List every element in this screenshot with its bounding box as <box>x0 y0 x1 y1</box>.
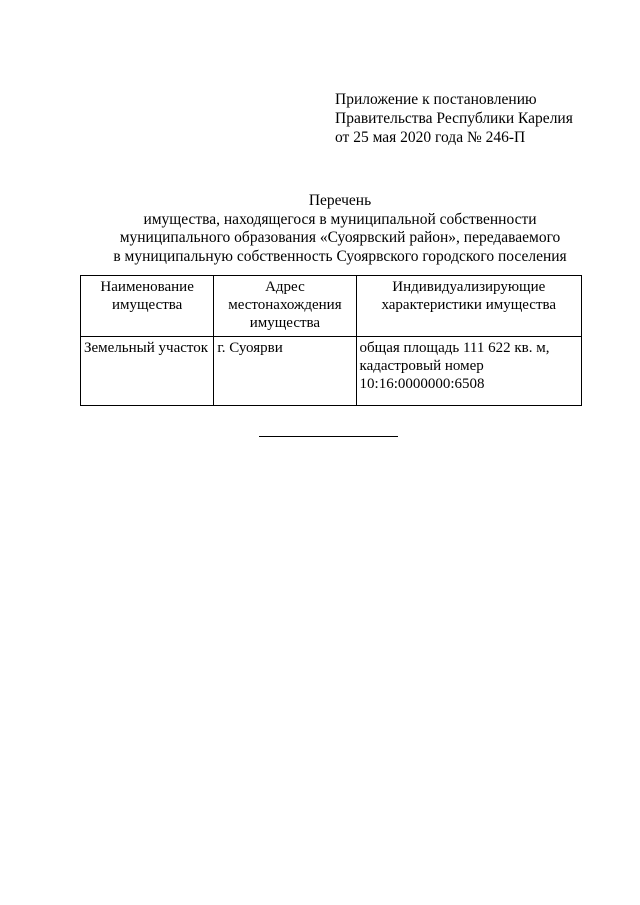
table-header-row <box>81 276 582 337</box>
property-table <box>80 275 582 406</box>
appendix-line: от 25 мая 2020 года № 246-П <box>335 129 526 146</box>
header-property-name: Наименование имущества <box>81 276 214 337</box>
document-title <box>60 192 620 266</box>
end-divider-line <box>259 436 398 437</box>
table-row <box>81 337 582 406</box>
title-line: Перечень <box>308 192 372 209</box>
cell-property-address: г. Суоярви <box>214 337 356 406</box>
cell-property-name: Земельный участок <box>81 337 214 406</box>
appendix-line: Приложение к постановлению <box>335 91 537 108</box>
header-property-characteristics: Индивидуализирующие характеристики имущества <box>356 276 581 337</box>
header-property-address: Адрес местонахождения имущества <box>214 276 356 337</box>
cell-property-characteristics: общая площадь 111 622 кв. м, кадастровый номер 10:16:0000000:6508 <box>356 337 581 406</box>
title-line: имущества, находящегося в муниципальной собственности <box>143 210 537 228</box>
title-line: в муниципальную собственность Суоярвского городского поселения <box>113 247 567 265</box>
appendix-note <box>335 90 595 147</box>
appendix-line: Правительства Республики Карелия <box>335 110 573 127</box>
title-line: муниципального образования «Суоярвский район», передаваемого <box>119 229 561 246</box>
